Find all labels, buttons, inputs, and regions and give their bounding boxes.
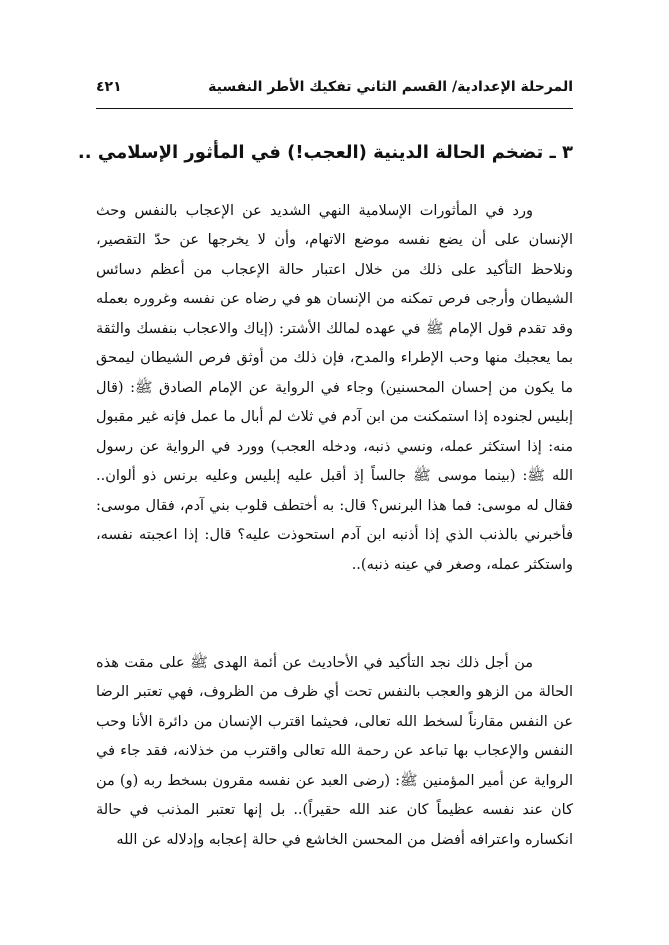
page-number: ٤٢١ [96, 79, 122, 95]
paragraph-1: ورد في المأثورات الإسلامية النهي الشديد عن الإعجاب بالنفس وحث الإنسان على أن يضع نفسه موضع الاتهام، وأن لا يخرجها عن حدّ التقصير، ونلاحظ التأكيد على ذلك من خلال اعتبار حالة الإعجاب من أعظم دسائس الشيطان وأرجى فرص تمكنه من الإنسان هو في رضاه عن نفسه وغروره بعمله وقد تقدم قول الإمام ﷺ في عهده لمالك الأشتر: (إياك والاعجاب بنفسك والثقة بما يعجبك منها وحب الإطراء والمدح، فإن ذلك من أوثق فرص الشيطان ليمحق ما يكون من إحسان المحسنين) وجاء في الرواية عن الإمام الصادق ﷺ: (قال إبليس لجنوده إذا استمكنت من ابن آدم في ثلاث لم أبال ما عمل فإنه غير مقبول منه: إذا استكثر عمله، ونسي ذنبه، ودخله العجب) وورد في الرواية عن رسول الله ﷺ: (بينما موسى ﷺ جالساً إذ أقبل عليه إبليس وعليه برنس ذو ألوان.. فقال له موسى: فما هذا البرنس؟ قال: به أختطف قلوب بني آدم، فقال موسى: فأخبرني بالذنب الذي إذا أذنبه ابن آدم استحوذت عليه؟ قال: إذا اعجبته نفسه، واستكثر عمله، وصغر في عينه ذنبه).. [96, 202, 573, 573]
header-rule [96, 108, 573, 109]
running-title: المرحلة الإعدادية/ القسم الثاني تفكيك الأطر النفسية [208, 79, 573, 95]
page-header [96, 72, 573, 102]
paragraph-2: من أجل ذلك نجد التأكيد في الأحاديث عن أئمة الهدى ﷺ على مقت هذه الحالة من الزهو والعجب بالنفس تحت أي ظرف من الظروف، فهي تعتبر الرضا عن النفس مقارناً لسخط الله تعالى، فحيثما اقترب الإنسان من دائرة الأنا وحب النفس والإعجاب بها تباعد عن رحمة الله تعالى واقترب من خذلانه، فقد جاء في الرواية عن أمير المؤمنين ﷺ: (رضى العبد عن نفسه مقرون بسخط ربه (و) من كان عند نفسه عظيماً كان عند الله حقيراً).. بل إنها تعتبر المذنب في حالة انكساره واعترافه أفضل من المحسن الخاشع في حالة إعجابه وإدلاله عن الله [96, 654, 573, 848]
section-title: ٣ ـ تضخم الحالة الدينية (العجب!) في المأثور الإسلامي .. [77, 141, 573, 163]
